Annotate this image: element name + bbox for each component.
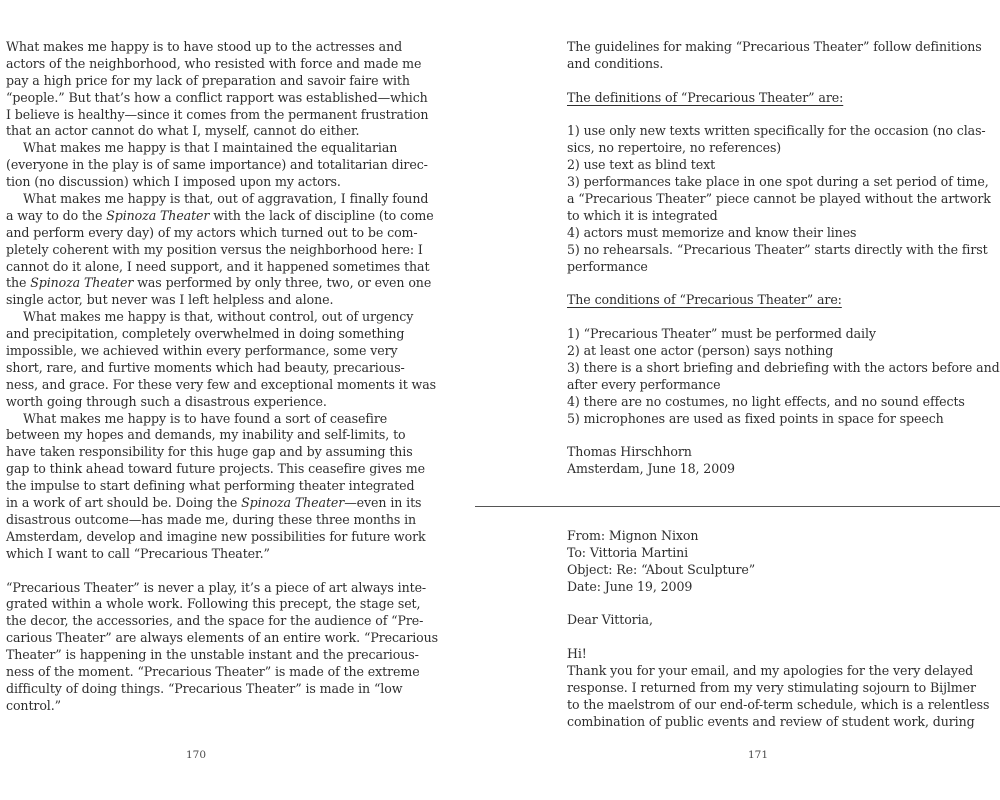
italic-title: Spinoza Theater xyxy=(241,495,345,511)
text-segment: 3) there is a short briefing and debriefing with the actors before and xyxy=(567,359,1000,375)
text-segment: and precipitation, completely overwhelmed in doing something xyxy=(6,326,405,342)
text-segment: carious Theater” are always elements of an entire work. “Precarious xyxy=(6,630,439,646)
text-line xyxy=(6,528,426,546)
text-line xyxy=(567,377,967,394)
blank-line xyxy=(567,275,967,292)
blank-line xyxy=(567,73,967,90)
text-segment: 3) performances take place in one spot during a set period of time, xyxy=(567,174,989,190)
italic-title: Spinoza Theater xyxy=(106,207,210,223)
text-segment: and conditions. xyxy=(567,55,664,71)
text-segment: performance xyxy=(567,258,648,274)
text-line xyxy=(6,647,419,664)
text-segment: 2) at least one actor (person) says nothing xyxy=(567,343,834,359)
text-segment: gap to think ahead toward future projects. This ceasefire gives me xyxy=(6,461,425,477)
text-segment: grated within a whole work. Following this precept, the stage set, xyxy=(6,596,421,612)
text-line xyxy=(6,123,404,140)
text-segment: the impulse to start defining what performing theater integrated xyxy=(6,478,415,494)
text-segment: 5) no rehearsals. “Precarious Theater” starts directly with the first xyxy=(567,241,988,257)
text-line xyxy=(567,343,967,360)
text-segment: a way to do the xyxy=(6,207,107,223)
text-line xyxy=(6,224,418,242)
text-line xyxy=(6,579,427,597)
text-segment: Object: Re: “About Sculpture” xyxy=(567,561,756,577)
text-line xyxy=(567,579,967,596)
text-line xyxy=(6,241,423,259)
text-line xyxy=(567,157,967,174)
text-line xyxy=(567,140,967,157)
text-line xyxy=(6,174,404,191)
text-line xyxy=(567,359,1000,377)
text-line xyxy=(6,427,404,444)
text-segment: difficulty of doing things. “Precarious Theater” is made in “low xyxy=(6,680,403,696)
blank-line xyxy=(567,596,967,613)
text-segment: “people.” But that’s how a conflict rapport was established—which xyxy=(6,89,428,105)
text-segment: to the maelstrom of our end-of-term schedule, which is a relentless xyxy=(567,696,990,712)
text-line xyxy=(567,326,967,343)
text-line xyxy=(6,157,428,174)
text-line xyxy=(567,663,974,680)
text-line xyxy=(6,376,437,394)
text-segment: What makes me happy is that, without control, out of urgency xyxy=(23,309,414,325)
blank-line xyxy=(567,309,967,326)
text-line xyxy=(567,39,982,56)
text-line xyxy=(6,630,439,647)
text-segment: 4) actors must memorize and know their lines xyxy=(567,224,857,240)
text-segment: 5) microphones are used as fixed points in space for speech xyxy=(567,410,944,426)
text-line xyxy=(6,360,404,377)
text-line xyxy=(567,444,967,461)
text-segment: impossible, we achieved within every performance, some very xyxy=(6,343,398,359)
text-segment: From: Mignon Nixon xyxy=(567,528,699,543)
text-segment: What makes me happy is that, out of aggravation, I finally found xyxy=(23,191,429,207)
text-segment: 4) there are no costumes, no light effects, and no sound effects xyxy=(567,393,965,409)
section-heading xyxy=(567,90,967,107)
text-segment: 2) use text as blind text xyxy=(567,157,716,173)
text-segment: Hi! xyxy=(567,646,587,662)
text-segment: Amsterdam, June 18, 2009 xyxy=(567,461,735,477)
text-segment: single actor, but never was I left helpless and alone. xyxy=(6,292,334,308)
text-segment: to which it is integrated xyxy=(567,207,718,223)
text-line xyxy=(6,681,404,698)
text-segment: and perform every day) of my actors which turned out to be com- xyxy=(6,224,418,240)
text-segment: which I want to call “Precarious Theater.” xyxy=(6,545,270,561)
text-line xyxy=(567,545,967,562)
text-line xyxy=(6,394,404,411)
text-segment: between my hopes and demands, my inability and self-limits, to xyxy=(6,427,406,443)
right-body-text xyxy=(567,39,1000,478)
text-line xyxy=(6,326,404,343)
text-segment: ness of the moment. “Precarious Theater” is made of the extreme xyxy=(6,663,420,679)
blank-line xyxy=(6,563,404,580)
text-segment: disastrous outcome—has made me, during these three months in xyxy=(6,511,417,527)
page-number-left: 170 xyxy=(186,749,207,761)
text-segment: (everyone in the play is of same importance) and totalitarian direc- xyxy=(6,157,428,173)
text-segment: “Precarious Theater” is never a play, it’s a piece of art always inte- xyxy=(6,579,427,595)
text-line xyxy=(6,444,413,461)
text-line xyxy=(6,663,420,681)
text-line xyxy=(6,258,430,276)
text-line xyxy=(567,528,967,545)
text-line xyxy=(6,546,404,563)
text-segment: I believe is healthy—since it comes from the permanent frustration xyxy=(6,106,429,122)
text-line xyxy=(567,696,990,714)
text-segment: combination of public events and review of student work, during xyxy=(567,713,975,729)
blank-line xyxy=(567,107,967,124)
text-line xyxy=(6,207,434,225)
text-line xyxy=(6,292,404,309)
text-segment: —even in its xyxy=(344,495,422,511)
text-line xyxy=(567,56,967,73)
text-segment: The guidelines for making “Precarious Theater” follow definitions xyxy=(567,39,982,54)
text-line xyxy=(6,613,424,630)
text-segment: the xyxy=(6,275,31,291)
text-segment: To: Vittoria Martini xyxy=(567,544,689,560)
text-line xyxy=(6,596,421,613)
right-page xyxy=(500,0,1000,800)
blank-line xyxy=(567,629,967,646)
text-line xyxy=(6,39,404,56)
text-segment: with the lack of discipline (to come xyxy=(209,207,434,223)
text-line xyxy=(567,411,967,428)
text-segment: Amsterdam, develop and imagine new possibilities for future work xyxy=(6,528,426,544)
text-line xyxy=(567,123,986,140)
text-segment: 1) “Precarious Theater” must be performed daily xyxy=(567,326,876,342)
text-line xyxy=(567,241,988,259)
italic-title: Spinoza Theater xyxy=(30,275,134,291)
text-segment: have taken responsibility for this huge gap and by assuming this xyxy=(6,444,413,460)
text-line xyxy=(6,55,422,73)
text-segment: What makes me happy is that I maintained the equalitarian xyxy=(23,140,398,156)
text-segment: response. I returned from my very stimulating sojourn to Bijlmer xyxy=(567,680,976,696)
text-segment: Dear Vittoria, xyxy=(567,612,653,628)
section-heading xyxy=(567,292,967,309)
text-segment: actors of the neighborhood, who resisted with force and made me xyxy=(6,55,422,71)
text-segment: was performed by only three, two, or even one xyxy=(133,275,432,291)
text-segment: sics, no repertoire, no references) xyxy=(567,140,782,156)
text-segment: in a work of art should be. Doing the xyxy=(6,495,242,511)
text-line xyxy=(6,411,404,428)
text-line xyxy=(567,191,991,208)
text-segment: that an actor cannot do what I, myself, cannot do either. xyxy=(6,123,360,139)
text-segment: The definitions of “Precarious Theater” are: xyxy=(567,89,844,105)
text-segment: cannot do it alone, I need support, and it happened sometimes that xyxy=(6,258,430,274)
text-segment: Thank you for your email, and my apologies for the very delayed xyxy=(567,663,974,679)
text-segment: the decor, the accessories, and the space for the audience of “Pre- xyxy=(6,613,424,629)
text-line xyxy=(567,225,967,242)
text-line xyxy=(6,698,404,715)
page-number-right: 171 xyxy=(748,749,769,761)
text-segment: The conditions of “Precarious Theater” are: xyxy=(567,292,842,308)
text-segment: Theater” is happening in the unstable instant and the precarious- xyxy=(6,647,419,663)
text-segment: control.” xyxy=(6,697,61,713)
text-segment: 1) use only new texts written specifically for the occasion (no clas- xyxy=(567,123,986,139)
text-line xyxy=(6,461,425,478)
text-line xyxy=(6,191,429,208)
letter-text xyxy=(567,528,990,731)
text-line xyxy=(567,562,967,579)
text-line xyxy=(6,511,417,529)
text-line xyxy=(567,680,976,697)
section-divider xyxy=(475,506,1000,507)
text-segment: Thomas Hirschhorn xyxy=(567,444,692,460)
text-line xyxy=(567,259,967,276)
text-line xyxy=(567,713,975,731)
text-segment: after every performance xyxy=(567,376,721,392)
text-segment: ness, and grace. For these very few and exceptional moments it was xyxy=(6,376,437,392)
text-line xyxy=(567,394,967,411)
text-segment: What makes me happy is to have found a sort of ceasefire xyxy=(23,410,388,426)
text-segment: a “Precarious Theater” piece cannot be played without the artwork xyxy=(567,191,991,207)
text-line xyxy=(567,208,967,225)
text-line xyxy=(6,106,429,124)
text-line xyxy=(6,343,404,360)
text-segment: worth going through such a disastrous experience. xyxy=(6,393,327,409)
text-segment: What makes me happy is to have stood up to the actresses and xyxy=(6,39,403,54)
text-segment: pletely coherent with my position versus the neighborhood here: I xyxy=(6,241,423,257)
text-line xyxy=(6,495,422,512)
text-segment: Date: June 19, 2009 xyxy=(567,578,693,594)
text-line xyxy=(6,72,410,90)
text-line xyxy=(6,89,428,107)
text-line xyxy=(6,275,432,292)
text-line xyxy=(6,478,415,495)
text-segment: pay a high price for my lack of preparation and savoir faire with xyxy=(6,72,410,88)
text-line xyxy=(567,646,967,663)
text-segment: tion (no discussion) which I imposed upon my actors. xyxy=(6,174,341,190)
text-line xyxy=(6,309,414,326)
text-line xyxy=(567,174,989,191)
left-body-text xyxy=(6,39,439,715)
text-line xyxy=(567,461,967,478)
text-segment: short, rare, and furtive moments which had beauty, precarious- xyxy=(6,359,405,375)
text-line xyxy=(6,140,404,157)
blank-line xyxy=(567,427,967,444)
text-line xyxy=(567,612,967,629)
